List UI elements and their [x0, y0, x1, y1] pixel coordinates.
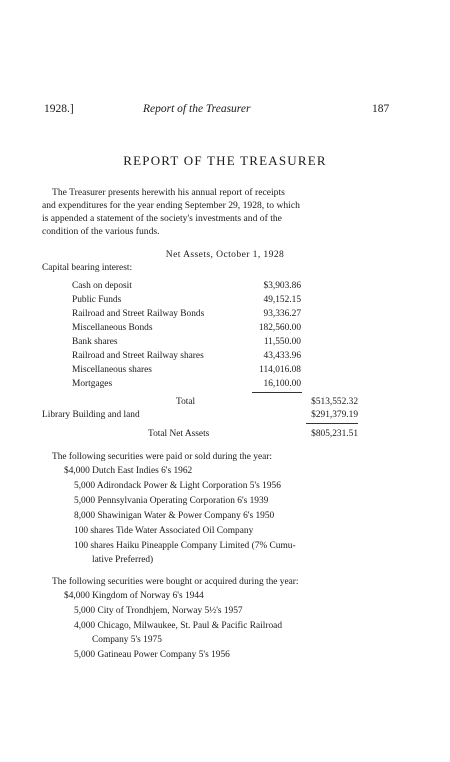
- capital-item-label: Railroad and Street Railway shares: [72, 351, 204, 361]
- capital-item-value: $3,903.86: [263, 281, 301, 291]
- capital-item-label: Miscellaneous shares: [72, 365, 152, 375]
- library-value: $291,379.19: [311, 410, 358, 420]
- intro-line-4: condition of the various funds.: [42, 226, 160, 237]
- library-label: Library Building and land: [42, 410, 140, 420]
- capital-item-label: Miscellaneous Bonds: [72, 323, 153, 333]
- intro-line-3: is appended a statement of the society's investments and of the: [42, 213, 282, 224]
- paid-item: 5,000 Pennsylvania Operating Corporation 6's 1939: [74, 496, 269, 506]
- capital-item-label: Bank shares: [72, 337, 118, 347]
- capital-item-value: 11,550.00: [263, 337, 301, 347]
- bought-item: $4,000 Kingdom of Norway 6's 1944: [64, 591, 204, 601]
- capital-item-label: Railroad and Street Railway Bonds: [72, 309, 205, 319]
- capital-item-value: 16,100.00: [263, 379, 301, 389]
- capital-item-label: Mortgages: [72, 379, 113, 389]
- total-net-label: Total Net Assets: [148, 429, 210, 439]
- capital-item-value: 43,433.96: [263, 351, 301, 361]
- page-title: REPORT OF THE TREASURER: [123, 153, 327, 168]
- capital-item-value: 49,152.15: [263, 295, 301, 305]
- page-number: 187: [372, 103, 390, 115]
- paid-item: 5,000 Adirondack Power & Light Corporation 5's 1956: [74, 481, 281, 491]
- capital-label: Capital bearing interest:: [42, 263, 133, 273]
- total-label: Total: [176, 397, 196, 407]
- net-assets-heading: Net Assets, October 1, 1928: [165, 249, 285, 260]
- total-value: $513,552.32: [311, 397, 358, 407]
- capital-item-label: Public Funds: [72, 295, 122, 305]
- header-year: 1928.]: [44, 103, 74, 115]
- bought-item: 5,000 City of Trondhjem, Norway 5½'s 1957: [74, 606, 243, 616]
- total-net-value: $805,231.51: [311, 429, 358, 439]
- capital-item-value: 114,016.08: [259, 365, 301, 375]
- intro-line-1: The Treasurer presents herewith his annual report of receipts: [52, 187, 285, 198]
- paid-item-continuation: lative Preferred): [92, 555, 154, 565]
- paid-item: 100 shares Tide Water Associated Oil Company: [74, 526, 254, 536]
- bought-item-continuation: Company 5's 1975: [92, 635, 162, 645]
- paid-item: 8,000 Shawinigan Water & Power Company 6's 1950: [74, 511, 275, 521]
- capital-item-value: 93,336.27: [263, 309, 301, 319]
- total-rule: [306, 423, 358, 424]
- paid-heading: The following securities were paid or sold during the year:: [52, 452, 272, 462]
- bought-item: 5,000 Gatineau Power Company 5's 1956: [74, 650, 230, 660]
- subtotal-rule: [252, 392, 302, 393]
- paid-item: $4,000 Dutch East Indies 6's 1962: [64, 466, 193, 476]
- intro-line-2: and expenditures for the year ending September 29, 1928, to which: [42, 200, 300, 211]
- capital-item-label: Cash on deposit: [72, 281, 132, 291]
- bought-heading: The following securities were bought or acquired during the year:: [52, 577, 299, 587]
- running-title: Report of the Treasurer: [143, 103, 251, 115]
- bought-item: 4,000 Chicago, Milwaukee, St. Paul & Pacific Railroad: [74, 621, 283, 631]
- capital-item-value: 182,560.00: [258, 323, 301, 333]
- paid-item: 100 shares Haiku Pineapple Company Limited (7% Cumu-: [74, 541, 296, 551]
